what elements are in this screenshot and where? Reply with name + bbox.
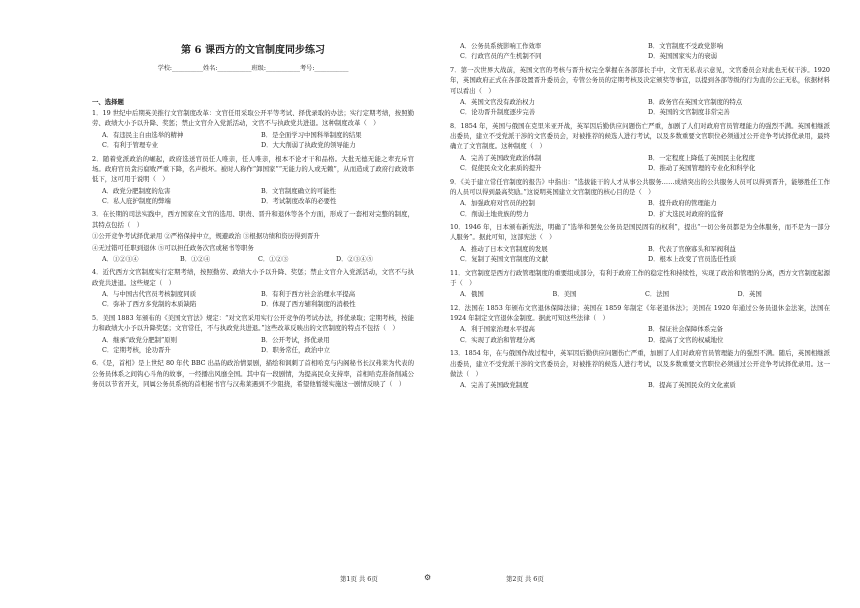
answer-options: [460, 97, 830, 118]
answer-option[interactable]: C．有利于管理专业: [102, 141, 159, 150]
answer-option[interactable]: A．俄国: [460, 290, 484, 299]
question-text: 8．1854 年，英国与俄国在克里米亚开战，英军因后勤供应问题伤亡严重，加剧了人们对政府官员管理能力的强烈不满。英国相继派出委员，建立不受党派干涉的文官委员会，对被推荐的候选人进行考试，以及多数重要文官职位必须通过公开竞争考试择优录用，最终确立了文官制度。这种制度（ ）: [450, 121, 830, 151]
answer-option[interactable]: C．论功晋升制度逐步完善: [460, 108, 536, 117]
answer-option[interactable]: D．英国的文官制度非常完善: [648, 108, 730, 117]
question-text: 1．19 世纪中后期英美推行文官制度改革：文官任用采取公开平等考试、择优录取的办法；实行定期考绩，按照勤劳、政绩大小予以升降、奖惩；禁止文官介入党派活动，文官不与执政党共进退。这种制度改革（ ）: [92, 109, 414, 128]
answer-option[interactable]: A．推动了日本文官制度的发展: [460, 244, 548, 253]
answer-options: [460, 41, 830, 62]
answer-option[interactable]: A．加强政府对官员的控制: [460, 199, 535, 208]
answer-option[interactable]: D．根本上改变了官员选任性质: [648, 255, 737, 264]
answer-options: [460, 244, 830, 265]
answer-option[interactable]: D．考试制度改革的必要性: [261, 197, 337, 205]
page-number-right: 第2页 共 6页: [506, 575, 544, 583]
answer-options: [102, 335, 414, 356]
answer-option[interactable]: C．削弱土地贵族的势力: [460, 209, 529, 218]
answer-option[interactable]: D．提高了文官的权威地位: [648, 335, 724, 344]
answer-option[interactable]: A．继承“政党分肥制”原则: [102, 335, 178, 344]
answer-option[interactable]: B．公开考试，择优录用: [261, 335, 330, 344]
answer-option[interactable]: B．提升政府的管理能力: [648, 199, 717, 208]
question-item: [92, 154, 414, 207]
question-text: 4．近代西方文官制度实行定期考绩，按照勤劳、政绩大小予以升降、奖惩；禁止文官介入党派活动，文官不与执政党共进退。这些规定（ ）: [92, 268, 414, 287]
answer-options: [460, 289, 830, 299]
answer-option[interactable]: D．扩大选民对政府的监督: [648, 209, 724, 218]
question-text: 12．法国在 1853 年颁布文官退休保障法律；英国在 1859 年制定《年老退休法》；美国在 1920 年通过公务员退休金法案，法国在 1924 年制定文官退休金制度。据此可知这些法律（ ）: [450, 303, 830, 322]
answer-option[interactable]: D．推动了英国管理的专业化和科学化: [648, 164, 756, 173]
answer-option[interactable]: A．完善了英国政党制度: [460, 381, 529, 390]
answer-option[interactable]: C．复制了英国文官制度的文献: [460, 255, 548, 264]
answer-option[interactable]: B．文官制度不受政党影响: [648, 42, 723, 50]
answer-option[interactable]: D．大大削弱了执政党的领导能力: [261, 141, 356, 150]
answer-options: [102, 130, 414, 151]
question-item: [450, 303, 830, 346]
question-text: 6．《是，首相》是上世纪 80 年代 BBC 出品的政治情景剧，描绘和讽刺了首相哈克与内阁秘书长汉弗莱为代表的公务员体系之间钩心斗角的故事，一经播出风靡全国。其中有一段剧情，为提高民众支持率，首相哈克准备削减公务员以节省开支，同属公务员系统的首相秘书官与汉弗莱遇到不少阻挠，希望他暂缓实施这一剧情反映了（ ）: [92, 359, 414, 388]
answer-option[interactable]: D．职务常任，政治中立: [261, 345, 331, 354]
question-text: 11．文官制度是西方行政管理制度的重要组成部分，有利于政府工作的稳定性和持续性，实现了政治和管理的分离，西方文官制度起源于（ ）: [450, 268, 830, 287]
answer-option[interactable]: A．利于国家治理水平提高: [460, 325, 535, 334]
answer-option[interactable]: A．完善了英国政党政治体制: [460, 153, 542, 162]
answer-option[interactable]: A．与中国古代官员考核制度同质: [102, 290, 197, 298]
answer-option[interactable]: A．公务员系统影响工作效率: [460, 42, 542, 50]
question-text: 7．第一次世界大战前，英国文官的考核与晋升权完全掌握在各部部长手中，文官无私表示意见，文官委员会对此也无权干涉。1920 年，英国政府正式在各部设置晋升委员会，专管公务员的定期考核及决定颁奖等事宜，以提到各部等级的行为直的公正无私，依据材料可以看出（ ）: [450, 65, 830, 95]
answer-option[interactable]: C．法国: [645, 290, 670, 299]
answer-option[interactable]: C．实现了政治和管理分离: [460, 335, 536, 344]
question-text: 10．1946 年，日本颁布新宪法，明确了“选举和罢免公务员是国民固有的权利”，提出“一切公务员都是为全体服务，而不是为一部分人服务”。据此可知，这部宪法（ ）: [450, 223, 830, 242]
question-item: [92, 209, 414, 264]
answer-option[interactable]: C．定期考核，论功晋升: [102, 345, 171, 354]
answer-option[interactable]: B．政务官在英国文官制度的特点: [648, 97, 743, 106]
answer-option[interactable]: B．保证社会保障体系完备: [648, 325, 723, 334]
question-item: [450, 268, 830, 300]
question-text: 5．美国 1883 年颁布的《美国文官法》规定：“对文官采用实行公开竞争的考试办法，择优录取；定期考核，按能力和政绩大小予以升降奖惩；文官常任，不与执政党共进退。”这些改革反映出的文官制度的特点不包括（ ）: [92, 313, 414, 333]
answer-option[interactable]: D．体现了西方辅利制度的消极性: [261, 300, 356, 309]
answer-option[interactable]: B．提高了英国民众的文化素质: [648, 381, 736, 390]
answer-option[interactable]: A．①②③④: [102, 254, 139, 263]
answer-option[interactable]: C．促使民众文化素质的提升: [460, 164, 542, 173]
answer-option[interactable]: B．一定程度上降低了英国民主化程度: [648, 153, 755, 162]
answer-options: [460, 380, 830, 390]
answer-options: [460, 324, 830, 345]
answer-options: [102, 289, 414, 310]
answer-option[interactable]: C．①②③: [258, 254, 289, 263]
question-item: [450, 41, 830, 62]
question-list-left: [92, 108, 414, 391]
question-text: 9．《关于建立常任官制度的报告》中指出：“选拔能干的人才从事公共服务……成绩突出的公共服务人员可以得到晋升，能够胜任工作的人员可以得到最高奖励。”这说明英国建立文官制度的核心目的是（ ）: [450, 177, 830, 196]
statement-line: ①公开竞争考试择优录用 ②严格保持中立，规避政治 ③根据功绩和资历得到晋升: [92, 232, 320, 241]
question-item: [450, 222, 830, 265]
question-item: [450, 65, 830, 118]
answer-option[interactable]: A．英国文官没有政治权力: [460, 97, 535, 106]
answer-option[interactable]: B．是全面学习中国科举制度的结果: [261, 130, 362, 139]
answer-option[interactable]: B．代表了官僚寡头和军阀利益: [648, 244, 736, 253]
answer-option[interactable]: B．美国: [552, 290, 577, 299]
question-list-right: [450, 40, 830, 394]
document-title: 第 6 课西方的文官制度同步练习: [181, 45, 325, 56]
question-item: [92, 267, 414, 310]
answer-options: [102, 186, 414, 207]
question-item: [450, 348, 830, 391]
question-text: 13．1854 年，在与俄国作战过程中，英军因后勤供应问题伤亡严重，加剧了人们对政府官员管理能力的强烈不满。随后，英国相继派出委员，建立不受党派干涉的文官委员会，对被推荐的候选人进行考试，以及多数重要文官职位必须通过公开竞争考试择优录用。这一做法（ ）: [450, 349, 830, 378]
page-number-left: 第1页 共 6页: [340, 575, 378, 583]
section-heading: 一、选择题: [92, 98, 124, 106]
answer-option[interactable]: A．政党分肥制度的危害: [102, 186, 171, 195]
answer-option[interactable]: D．英国: [737, 290, 762, 299]
gear-icon: ⚙: [424, 573, 432, 582]
question-text: 3．在长期的司法实践中，西方国家在文官的选用、职责、晋升和退休等各个方面，形成了一套相对完整的制度，其特点包括（ ）: [92, 210, 414, 229]
question-item: [92, 108, 414, 151]
answer-option[interactable]: C．行政官员的产生机制不同: [460, 52, 542, 61]
question-item: [450, 121, 830, 174]
answer-option[interactable]: B．有利于西方社会治理水平提高: [261, 290, 356, 298]
answer-options: [102, 254, 414, 264]
answer-options: [460, 198, 830, 219]
answer-option[interactable]: B．文官制度确立的可能性: [261, 186, 336, 195]
question-item: [92, 358, 414, 389]
statement-line: ④无过错可任职到退休 ⑤可以担任政务次官或秘书等职务: [92, 243, 254, 252]
student-info-line: 学校:__________姓名:___________班级:___________考号:___________: [157, 65, 349, 72]
question-item: [92, 313, 414, 356]
question-text: 2．随着党派政治的崛起，政府选送官员任人唯亲，任人唯亲，根本不论才干和品格。大批无德无能之辈充斥官场。政府官员贪污腐败严重下降，名声极坏。被时人称作“卸国家”“无能力的人或无赖”，从而造成了政府行政效率低下，这可用于说明（ ）: [92, 154, 414, 184]
answer-option[interactable]: C．私人庇护制度的弊端: [102, 197, 171, 205]
answer-options: [460, 153, 830, 174]
question-item: [450, 177, 830, 220]
answer-option[interactable]: A．有违民主自由选举的精神: [102, 130, 184, 139]
answer-option[interactable]: B．①②④: [180, 254, 211, 263]
answer-option[interactable]: D．英国国家实力的衰弱: [648, 52, 718, 61]
answer-option[interactable]: D．②③④⑤: [336, 254, 374, 263]
answer-option[interactable]: C．弥补了西方多党制的本质缺陷: [102, 300, 197, 309]
